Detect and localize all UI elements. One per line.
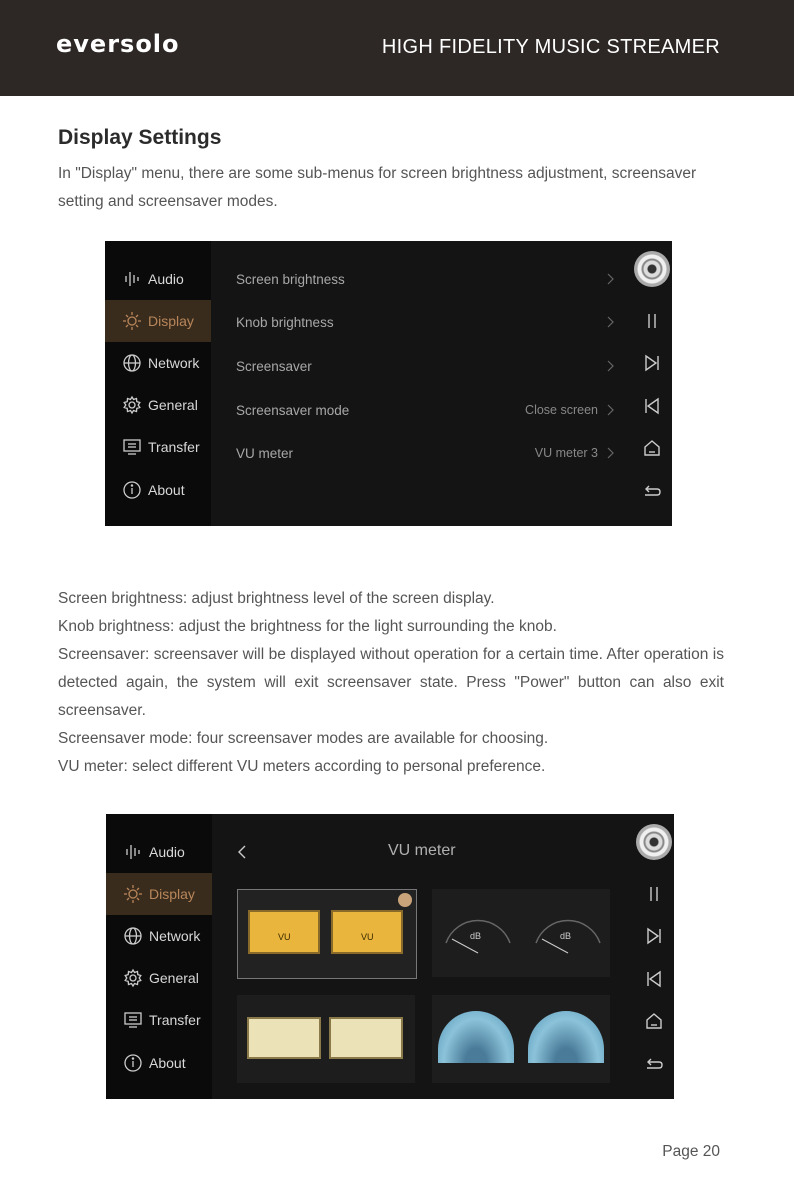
sidebar xyxy=(105,241,211,526)
next-icon[interactable] xyxy=(644,926,664,946)
previous-icon[interactable] xyxy=(642,396,662,416)
monitor-transfer-icon xyxy=(123,1010,143,1030)
vu-meter-right xyxy=(329,1017,403,1059)
sidebar-item-label: Network xyxy=(148,355,200,371)
sidebar-item-label: General xyxy=(148,397,198,413)
sidebar-item-audio[interactable] xyxy=(106,831,212,873)
sun-icon xyxy=(122,311,142,331)
description-paragraph: Screensaver mode: four screensaver modes are available for choosing. xyxy=(58,730,549,747)
check-icon xyxy=(398,893,412,907)
waveform-icon xyxy=(123,842,143,862)
menu-row-screensaver[interactable] xyxy=(236,346,614,386)
sidebar xyxy=(106,814,212,1099)
vu-meter-left xyxy=(247,1017,321,1059)
gear-icon xyxy=(123,968,143,988)
vu-meter-screenshot xyxy=(106,814,674,1099)
sidebar-item-label: Transfer xyxy=(148,439,200,455)
menu-row-vu-meter[interactable] xyxy=(236,433,614,473)
sidebar-item-label: General xyxy=(149,970,199,986)
sidebar-item-about[interactable] xyxy=(105,469,211,511)
info-icon xyxy=(123,1053,143,1073)
sidebar-item-label: Transfer xyxy=(149,1012,201,1028)
description-paragraph: Screen brightness: adjust brightness level of the screen display. xyxy=(58,590,495,607)
vu-option-cream[interactable] xyxy=(237,995,415,1083)
pause-icon[interactable] xyxy=(644,884,664,904)
chevron-right-icon xyxy=(606,360,614,372)
sidebar-item-label: Audio xyxy=(148,271,184,287)
album-disc-icon[interactable] xyxy=(636,824,672,860)
display-settings-screenshot xyxy=(105,241,672,526)
globe-icon xyxy=(123,926,143,946)
gear-icon xyxy=(122,395,142,415)
sidebar-item-network[interactable] xyxy=(105,342,211,384)
sidebar-item-about[interactable] xyxy=(106,1042,212,1084)
sun-icon xyxy=(123,884,143,904)
playback-rail xyxy=(632,241,672,526)
info-icon xyxy=(122,480,142,500)
description-paragraph: Screensaver: screensaver will be displayed without operation for a certain time. After operation is detected again, the system will exit screensaver state. Press "Power" button can also exit screensaver. xyxy=(58,646,724,719)
chevron-right-icon xyxy=(606,316,614,328)
album-disc-icon[interactable] xyxy=(634,251,670,287)
sidebar-item-label: Display xyxy=(148,313,194,329)
sidebar-item-general[interactable] xyxy=(105,384,211,426)
vu-meter-title: VU meter xyxy=(388,842,456,859)
brand-logo: eversolo xyxy=(56,30,180,58)
vu-option-dark[interactable] xyxy=(432,889,610,977)
back-chevron-icon[interactable] xyxy=(237,844,247,860)
section-intro: In "Display" menu, there are some sub-menus for screen brightness adjustment, screensaver setting and screensaver modes. xyxy=(58,165,697,210)
home-icon[interactable] xyxy=(642,438,662,458)
menu-row-label: VU meter xyxy=(236,445,294,461)
db-label: dB xyxy=(560,931,572,941)
chevron-right-icon xyxy=(606,447,614,459)
monitor-transfer-icon xyxy=(122,437,142,457)
sidebar-item-label: About xyxy=(148,482,185,498)
page-number: Page 20 xyxy=(662,1143,720,1160)
menu-row-value: VU meter 3 xyxy=(534,446,598,460)
sidebar-item-display[interactable] xyxy=(106,873,212,915)
db-label: dB xyxy=(470,931,482,941)
home-icon[interactable] xyxy=(644,1011,664,1031)
menu-row-label: Screensaver mode xyxy=(236,402,350,418)
sidebar-item-transfer[interactable] xyxy=(105,426,211,468)
vu-option-blue[interactable] xyxy=(432,995,610,1083)
pause-icon[interactable] xyxy=(642,311,662,331)
vu-meter-left xyxy=(438,1011,514,1063)
chevron-right-icon xyxy=(606,404,614,416)
waveform-icon xyxy=(122,269,142,289)
next-icon[interactable] xyxy=(642,353,662,373)
globe-icon xyxy=(122,353,142,373)
vu-option-yellow[interactable] xyxy=(237,889,417,979)
sidebar-item-label: Network xyxy=(149,928,201,944)
sidebar-item-label: Display xyxy=(149,886,195,902)
sidebar-item-label: Audio xyxy=(149,844,185,860)
sidebar-item-network[interactable] xyxy=(106,915,212,957)
description-paragraph: VU meter: select different VU meters according to personal preference. xyxy=(58,758,546,775)
sidebar-item-label: About xyxy=(149,1055,186,1071)
sidebar-item-audio[interactable] xyxy=(105,258,211,300)
menu-row-knob-brightness[interactable] xyxy=(236,302,614,342)
vu-meter-right xyxy=(331,910,403,954)
menu-row-label: Knob brightness xyxy=(236,314,334,330)
vu-label: VU xyxy=(278,932,291,942)
vu-meter-right xyxy=(528,1011,604,1063)
description-paragraph: Knob brightness: adjust the brightness for the light surrounding the knob. xyxy=(58,618,557,635)
back-icon[interactable] xyxy=(644,1054,664,1074)
menu-row-screensaver-mode[interactable] xyxy=(236,390,614,430)
playback-rail xyxy=(634,814,674,1099)
previous-icon[interactable] xyxy=(644,969,664,989)
vu-label: VU xyxy=(361,932,374,942)
menu-row-value: Close screen xyxy=(525,403,598,417)
sidebar-item-display[interactable] xyxy=(105,300,211,342)
header-title: HIGH FIDELITY MUSIC STREAMER xyxy=(381,36,720,58)
vu-meter-left xyxy=(248,910,320,954)
menu-row-screen-brightness[interactable] xyxy=(236,259,614,299)
description-block xyxy=(58,585,724,781)
sidebar-item-transfer[interactable] xyxy=(106,999,212,1041)
back-icon[interactable] xyxy=(642,481,662,501)
sidebar-item-general[interactable] xyxy=(106,957,212,999)
section-heading: Display Settings xyxy=(58,126,222,149)
menu-row-label: Screen brightness xyxy=(236,271,345,287)
page-header xyxy=(0,0,794,96)
menu-row-label: Screensaver xyxy=(236,358,312,374)
chevron-right-icon xyxy=(606,273,614,285)
